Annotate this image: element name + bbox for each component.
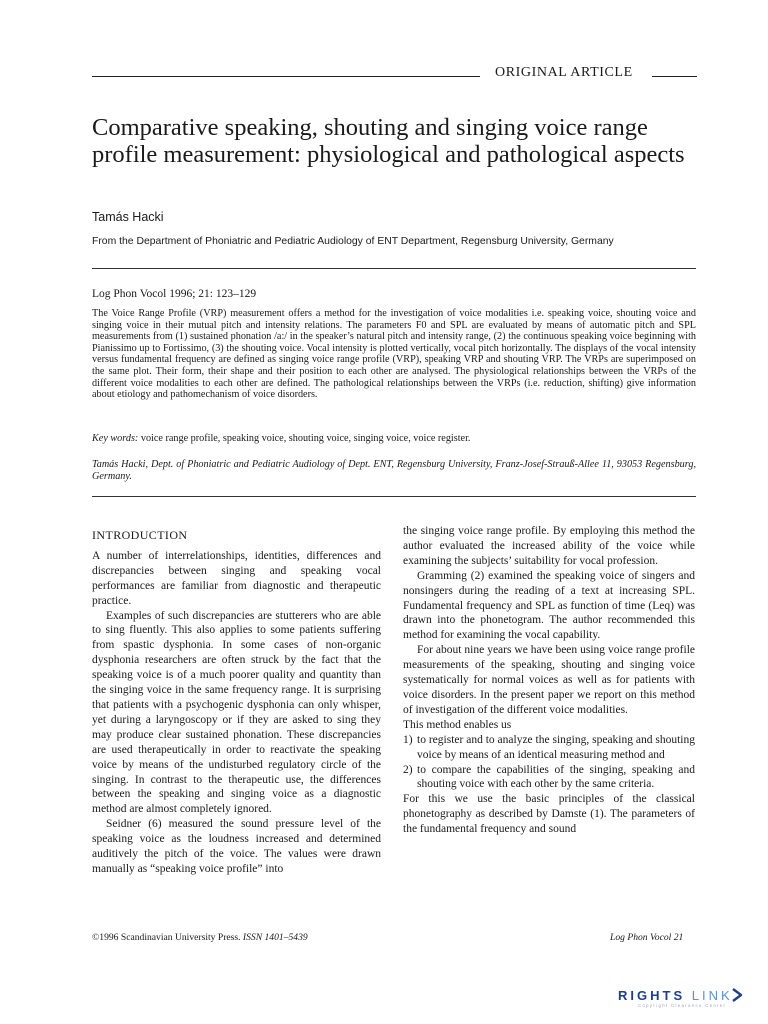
body-paragraph: Examples of such discrepancies are stutterers who are able to sing fluently. This also applies to some patients suffering from spastic dysphonia. In some cases of non-organic dysphonia researchers are often struck by the fact that the speaking voice is of a much poorer quality and quantity than the singing voice in the same frequency range. It is surprising that patients with a psychogenic dysphonia can only whisper, yet during a laryngoscopy or if they are asked to sing they may produce clear sustained phonation. These discrepancies are used therapeutically in order to reactivate the speaking voice by means of the undisturbed regulatory circle of the singing. In contrast to the therapeutic use, the differences between the speaking and singing voice as a diagnostic method are almost completely ignored.: [92, 609, 381, 816]
abstract-divider: [92, 496, 696, 497]
body-paragraph: Seidner (6) measured the sound pressure level of the speaking voice as the loudness increased and determined auditively the pitch of the voice. The values were drawn manually as “speaking voice profile” into: [92, 818, 381, 875]
abstract-text: The Voice Range Profile (VRP) measurement offers a method for the investigation of voice modalities i.e. speaking voice, shouting voice and singing voice in their mutual pitch and intensity relations. The parameters F0 and SPL are evaluated by means of automatic pitch and SPL measurements from (1) sustained phonation /a:/ in the speaker’s natural pitch and intensity range, (2) the continuous speaking voice beginning with Pianissimo up to Fortissimo, (3) the shouting voice. Vocal intensity is plotted vertically, vocal pitch horizontally. The displays of the vocal intensity versus fundamental frequency are defined as singing voice range profile (VRP), speaking VRP and shouting VRP. The VRPs are superimposed on the same plot. Their form, their shape and their position to each other are analysed. The physiological relationships between the VRPs of the different voice modalities to each other are defined. The pathological relationships between the VRPs (i.e. reduction, shifting) give information about etiology and pathomechanism of voice disorders.: [92, 308, 696, 401]
header-rule-right: [652, 76, 697, 77]
body-paragraph: Gramming (2) examined the speaking voice of singers and nonsingers during the reading of a text at increasing SPL. Fundamental frequency and SPL as function of time (Leq) was drawn into the phonetogram. The author recommended this method for examining the vocal capability.: [403, 569, 695, 642]
keywords: [92, 433, 696, 444]
list-item: [403, 733, 695, 763]
list-item: [403, 763, 695, 793]
body-paragraph: For this we use the basic principles of the classical phonetography as described by Damste (1). The parameters of the fundamental frequency and sound: [403, 793, 695, 836]
body-column-right: [403, 524, 695, 837]
rightslink-tagline: Copyright Clearance Center: [638, 1003, 727, 1008]
footer-journal: Log Phon Vocol 21: [610, 932, 684, 943]
article-title: Comparative speaking, shouting and singing voice range profile measurement: physiological and pathological aspects: [92, 114, 685, 168]
section-label: ORIGINAL ARTICLE: [495, 65, 633, 80]
author-name: Tamás Hacki: [92, 210, 164, 224]
body-paragraph: For about nine years we have been using voice range profile measurements of the speaking, shouting and singing voice systematically for normal voices as well as for patients with voice disorders. In the present paper we report on this method of investigation of the different voice modalities.: [403, 644, 695, 716]
body-paragraph: the singing voice range profile. By employing this method the author evaluated the increased ability of the voice while examining the subjects’ suitability for vocal profession.: [403, 525, 695, 567]
abstract: [92, 308, 696, 401]
list-item-number: 1): [403, 733, 413, 746]
body-paragraph: A number of interrelationships, identities, differences and discrepancies between singing and speaking vocal performances are familiar from diagnostic and therapeutic practice.: [92, 549, 381, 607]
issn-text: ISSN 1401–5439: [242, 932, 308, 943]
body-column-left: [92, 528, 381, 877]
body-paragraph: This method enables us: [403, 718, 512, 731]
method-list: [403, 733, 695, 793]
header-rule-left: [92, 76, 480, 77]
keywords-label: Key words:: [92, 433, 139, 444]
logo-bold-text: RIGHTS: [618, 988, 686, 1003]
section-heading: INTRODUCTION: [92, 528, 188, 542]
list-item-number: 2): [403, 763, 413, 776]
author-affiliation: From the Department of Phoniatric and Pediatric Audiology of ENT Department, Regensburg University, Germany: [92, 236, 614, 247]
rightslink-logo: [618, 987, 743, 1007]
footer-copyright: [92, 932, 308, 943]
list-item-text: to register and to analyze the singing, speaking and shouting voice by means of an identical measuring method and: [417, 733, 695, 761]
journal-citation: Log Phon Vocol 1996; 21: 123–129: [92, 288, 257, 300]
logo-light-text: LINK: [691, 988, 733, 1003]
title-divider: [92, 268, 696, 269]
list-item-text: to compare the capabilities of the singing, speaking and shouting voice with each other by the same criteria.: [417, 763, 695, 791]
rightslink-wordmark: [618, 988, 733, 1003]
correspondence-address: Tamás Hacki, Dept. of Phoniatric and Pediatric Audiology of Dept. ENT, Regensburg University, Franz-Josef-Strauß-Allee 11, 93053 Regensburg, Germany.: [92, 459, 696, 482]
copyright-text: ©1996 Scandinavian University Press.: [92, 932, 241, 943]
keywords-text: voice range profile, speaking voice, shouting voice, singing voice, voice register.: [140, 433, 471, 444]
chevron-right-icon: [731, 988, 743, 1007]
